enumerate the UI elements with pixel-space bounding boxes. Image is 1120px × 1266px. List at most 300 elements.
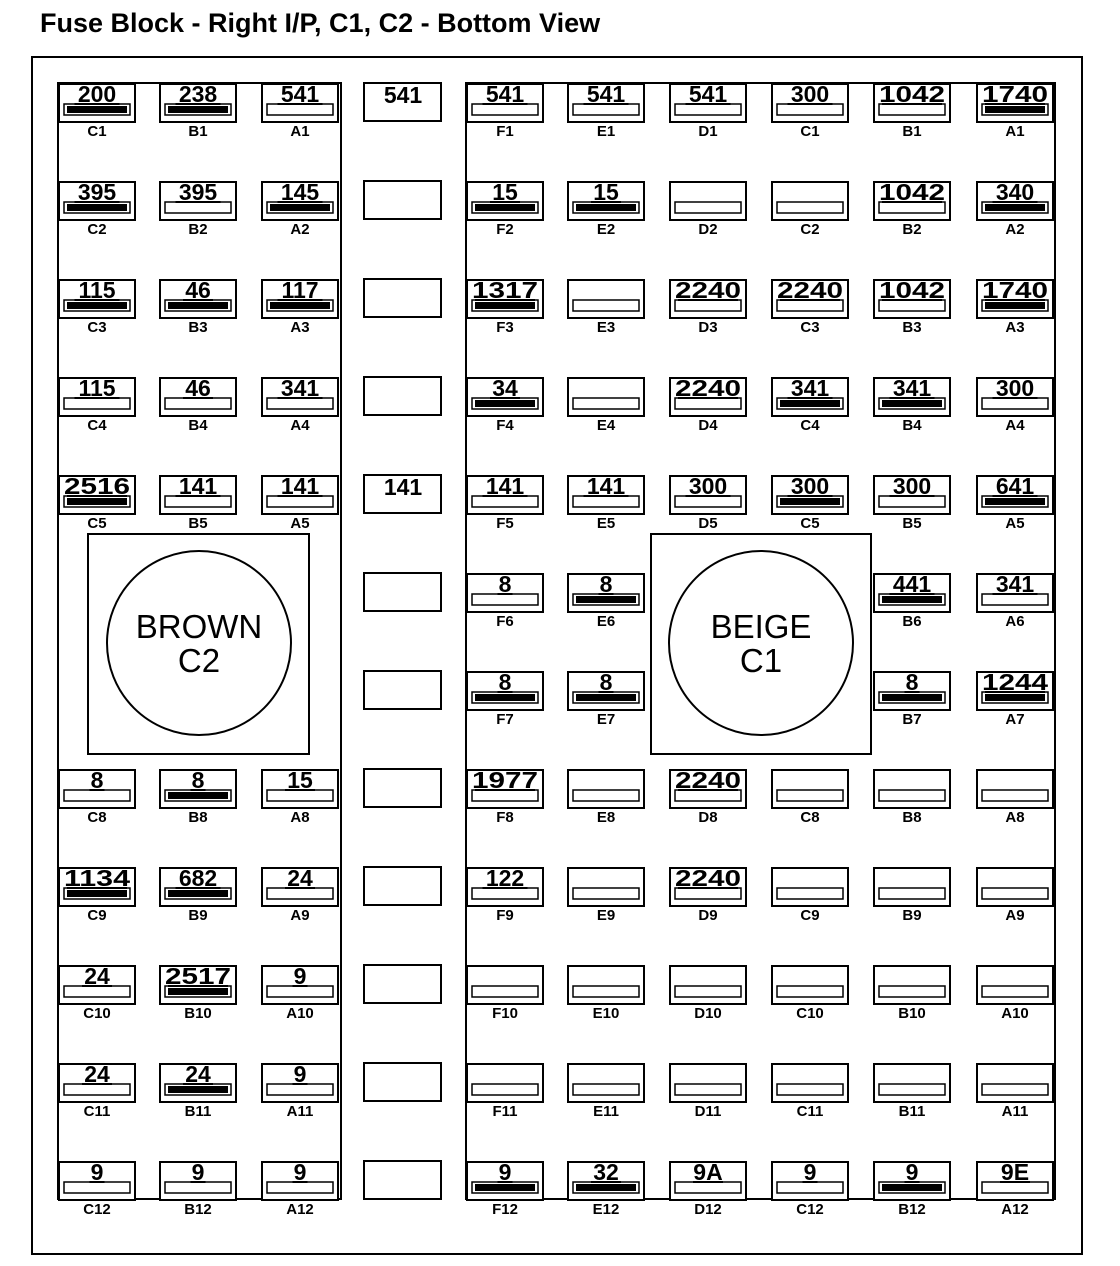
cavity-c1-F10 (467, 966, 543, 1022)
cavity-label: A11 (286, 1103, 314, 1120)
cavity-c1-F12 (467, 1159, 543, 1218)
circuit-number: 2517 (165, 963, 231, 989)
cavity-c1-D5 (670, 473, 746, 532)
cavity-label: B10 (898, 1005, 926, 1022)
cavity-label: D9 (698, 907, 718, 924)
occupied-terminal (576, 694, 636, 701)
occupied-terminal (985, 302, 1045, 309)
terminal-slot (777, 986, 843, 997)
cavity-outline (772, 966, 848, 1004)
cavity-c1-A8 (977, 770, 1053, 826)
occupied-terminal (985, 106, 1045, 113)
cavity-label: D12 (694, 1201, 722, 1218)
middle-slot-outline (364, 1063, 441, 1101)
middle-slot-outline (364, 965, 441, 1003)
cavity-label: C4 (800, 417, 820, 434)
cavity-label: F11 (492, 1103, 518, 1120)
circuit-number: 15 (287, 767, 313, 793)
cavity-label: F3 (496, 319, 514, 336)
occupied-terminal (475, 1184, 535, 1191)
cavity-c1-C9 (772, 868, 848, 924)
circuit-number: 15 (593, 179, 619, 205)
cavity-outline (874, 770, 950, 808)
circuit-number: 200 (77, 81, 117, 107)
cavity-c1-D2 (670, 182, 746, 238)
cavity-c1-E6 (568, 571, 644, 630)
cavity-c2-C11 (59, 1061, 135, 1120)
circuit-number: 46 (185, 277, 211, 303)
terminal-slot (879, 986, 945, 997)
cavity-c1-E8 (568, 770, 644, 826)
cavity-c1-B2 (874, 179, 950, 238)
middle-slot-4 (364, 377, 441, 415)
cavity-c1-E5 (568, 473, 644, 532)
cavity-c1-C5 (772, 473, 848, 532)
middle-slot-1 (364, 82, 441, 121)
cavity-label: D5 (698, 515, 718, 532)
occupied-terminal (475, 400, 535, 407)
cavity-c1-F3 (467, 277, 543, 336)
cavity-label: E3 (596, 319, 616, 336)
middle-slot-8 (364, 769, 441, 807)
terminal-slot (777, 202, 843, 213)
occupied-terminal (882, 400, 942, 407)
cavity-label: A2 (290, 221, 310, 238)
cavity-c1-F11 (467, 1064, 543, 1120)
cavity-label: A10 (1001, 1005, 1029, 1022)
cavity-label: F9 (496, 907, 514, 924)
cavity-label: C3 (800, 319, 820, 336)
cavity-label: E6 (596, 613, 616, 630)
circuit-number: 8 (498, 571, 512, 597)
circuit-number: 9 (905, 1159, 919, 1185)
circuit-number: 34 (492, 375, 518, 401)
cavity-label: C4 (87, 417, 107, 434)
circuit-number: 300 (790, 81, 830, 107)
terminal-slot (573, 300, 639, 311)
cavity-label: C5 (87, 515, 107, 532)
cavity-label: C1 (87, 123, 107, 140)
middle-slot-outline (364, 181, 441, 219)
occupied-terminal (168, 792, 228, 799)
brown-c2-color-label: BROWN (135, 608, 263, 645)
circuit-number: 24 (84, 963, 110, 989)
circuit-number: 9 (498, 1159, 512, 1185)
cavity-c2-A11 (262, 1061, 338, 1120)
terminal-slot (675, 1084, 741, 1095)
cavity-c2-C2 (59, 179, 135, 238)
circuit-number: 2240 (675, 865, 741, 891)
cavity-label: E5 (596, 515, 616, 532)
occupied-terminal (576, 596, 636, 603)
occupied-terminal (67, 204, 127, 211)
terminal-slot (879, 790, 945, 801)
cavity-label: E7 (596, 711, 616, 728)
cavity-label: E2 (596, 221, 616, 238)
middle-slot-3 (364, 279, 441, 317)
cavity-outline (977, 966, 1053, 1004)
cavity-label: B2 (188, 221, 208, 238)
circuit-number: 1042 (879, 81, 945, 107)
terminal-slot (777, 888, 843, 899)
cavity-c2-C10 (59, 963, 135, 1022)
cavity-c1-B4 (874, 375, 950, 434)
cavity-label: A4 (1005, 417, 1025, 434)
middle-slot-outline (364, 573, 441, 611)
occupied-terminal (985, 204, 1045, 211)
cavity-label: B12 (184, 1201, 212, 1218)
occupied-terminal (67, 890, 127, 897)
cavity-c2-C4 (59, 375, 135, 434)
circuit-number: 1042 (879, 277, 945, 303)
circuit-number: 341 (892, 375, 932, 401)
terminal-slot (573, 398, 639, 409)
cavity-c2-B3 (160, 277, 236, 336)
occupied-terminal (882, 1184, 942, 1191)
cavity-label: D2 (698, 221, 718, 238)
cavity-label: B4 (902, 417, 922, 434)
cavity-outline (568, 378, 644, 416)
cavity-label: A12 (286, 1201, 314, 1218)
cavity-label: B1 (902, 123, 922, 140)
cavity-outline (568, 770, 644, 808)
circuit-number: 145 (280, 179, 320, 205)
cavity-label: D4 (698, 417, 718, 434)
circuit-number: 341 (790, 375, 830, 401)
cavity-label: B11 (898, 1103, 926, 1120)
cavity-label: E9 (596, 907, 616, 924)
cavity-c1-B3 (874, 277, 950, 336)
occupied-terminal (882, 694, 942, 701)
terminal-slot (573, 790, 639, 801)
occupied-terminal (67, 498, 127, 505)
circuit-number: 8 (498, 669, 512, 695)
cavity-c1-C12 (772, 1159, 848, 1218)
circuit-number: 8 (90, 767, 104, 793)
cavity-label: A5 (1005, 515, 1025, 532)
cavity-c1-D9 (670, 865, 746, 924)
terminal-slot (777, 1084, 843, 1095)
terminal-slot (675, 202, 741, 213)
circuit-number: 9E (1000, 1159, 1030, 1185)
occupied-terminal (168, 302, 228, 309)
cavity-label: D10 (694, 1005, 722, 1022)
cavity-c1-C10 (772, 966, 848, 1022)
circuit-number: 395 (77, 179, 117, 205)
circuit-number: 9 (293, 1159, 307, 1185)
cavity-c2-A10 (262, 963, 338, 1022)
cavity-outline (670, 1064, 746, 1102)
cavity-c1-B12 (874, 1159, 950, 1218)
cavity-outline (772, 182, 848, 220)
cavity-label: C5 (800, 515, 820, 532)
cavity-c1-F5 (467, 473, 543, 532)
cavity-outline (977, 1064, 1053, 1102)
middle-slot-12 (364, 1161, 441, 1199)
brown-c2-connector-label: C2 (177, 642, 221, 679)
cavity-label: B7 (902, 711, 922, 728)
middle-slot-outline (364, 769, 441, 807)
cavity-c1-C2 (772, 182, 848, 238)
cavity-label: B11 (184, 1103, 212, 1120)
cavity-outline (772, 770, 848, 808)
cavity-c1-D10 (670, 966, 746, 1022)
cavity-c1-F1 (467, 81, 543, 140)
cavity-label: B12 (898, 1201, 926, 1218)
cavity-label: C9 (87, 907, 107, 924)
circuit-number: 1740 (982, 277, 1048, 303)
cavity-c1-A10 (977, 966, 1053, 1022)
cavity-label: D3 (698, 319, 718, 336)
cavity-label: C11 (796, 1103, 824, 1120)
circuit-number: 2240 (675, 375, 741, 401)
occupied-terminal (270, 302, 330, 309)
cavity-label: C10 (83, 1005, 111, 1022)
circuit-number: 541 (688, 81, 728, 107)
occupied-terminal (882, 596, 942, 603)
cavity-c1-A9 (977, 868, 1053, 924)
cavity-label: E11 (593, 1103, 619, 1120)
cavity-label: C12 (83, 1201, 111, 1218)
cavity-outline (568, 1064, 644, 1102)
middle-slot-outline (364, 671, 441, 709)
cavity-outline (772, 1064, 848, 1102)
cavity-label: C2 (800, 221, 820, 238)
cavity-c1-D4 (670, 375, 746, 434)
circuit-number: 1042 (879, 179, 945, 205)
cavity-c1-F6 (467, 571, 543, 630)
cavity-c1-F4 (467, 375, 543, 434)
cavity-c2-A2 (262, 179, 338, 238)
circuit-number: 24 (287, 865, 313, 891)
cavity-outline (772, 868, 848, 906)
cavity-c1-F2 (467, 179, 543, 238)
cavity-c1-A11 (977, 1064, 1053, 1120)
circuit-number: 9 (293, 1061, 307, 1087)
cavity-label: D1 (698, 123, 718, 140)
circuit-number: 395 (178, 179, 218, 205)
cavity-label: A5 (290, 515, 310, 532)
circuit-number: 24 (84, 1061, 110, 1087)
cavity-label: B9 (902, 907, 922, 924)
occupied-terminal (576, 204, 636, 211)
cavity-outline (568, 280, 644, 318)
cavity-label: F10 (492, 1005, 518, 1022)
circuit-number: 9 (90, 1159, 104, 1185)
middle-slot-outline (364, 279, 441, 317)
cavity-c1-A4 (977, 375, 1053, 434)
cavity-label: E8 (596, 809, 616, 826)
cavity-c1-F8 (467, 767, 543, 826)
cavity-c1-E1 (568, 81, 644, 140)
cavity-c2-C12 (59, 1159, 135, 1218)
cavity-label: D11 (694, 1103, 722, 1120)
cavity-label: A9 (290, 907, 310, 924)
middle-slot-5 (364, 474, 441, 513)
cavity-outline (977, 770, 1053, 808)
cavity-label: A3 (1005, 319, 1025, 336)
circuit-number: 682 (178, 865, 218, 891)
cavity-label: A3 (290, 319, 310, 336)
circuit-number: 300 (892, 473, 932, 499)
cavity-c1-D11 (670, 1064, 746, 1120)
cavity-label: F5 (496, 515, 514, 532)
middle-slot-9 (364, 867, 441, 905)
beige-c1-color-label: BEIGE (710, 608, 812, 645)
cavity-c2-A4 (262, 375, 338, 434)
cavity-c2-A8 (262, 767, 338, 826)
circuit-number: 2240 (777, 277, 843, 303)
circuit-number: 115 (78, 375, 116, 401)
circuit-number: 441 (892, 571, 932, 597)
cavity-label: B8 (902, 809, 922, 826)
occupied-terminal (475, 302, 535, 309)
cavity-label: F4 (496, 417, 514, 434)
circuit-number: 8 (191, 767, 205, 793)
occupied-terminal (67, 106, 127, 113)
circuit-number: 300 (790, 473, 830, 499)
cavity-label: A10 (286, 1005, 314, 1022)
middle-slot-outline (364, 1161, 441, 1199)
circuit-number: 300 (995, 375, 1035, 401)
circuit-number: 9 (803, 1159, 817, 1185)
cavity-c2-A1 (262, 81, 338, 140)
beige-c1-connector-key (651, 534, 871, 754)
cavity-c1-D1 (670, 81, 746, 140)
cavity-label: E10 (592, 1005, 620, 1022)
cavity-label: C1 (800, 123, 820, 140)
cavity-c1-E10 (568, 966, 644, 1022)
cavity-c1-B7 (874, 669, 950, 728)
beige-c1-connector-label: C1 (739, 642, 783, 679)
cavity-label: A9 (1005, 907, 1025, 924)
cavity-label: A8 (1005, 809, 1025, 826)
circuit-number: 141 (485, 473, 525, 499)
cavity-label: B6 (902, 613, 922, 630)
cavity-label: A11 (1001, 1103, 1029, 1120)
terminal-slot (982, 790, 1048, 801)
circuit-number: 117 (281, 277, 319, 303)
cavity-c1-A1 (977, 81, 1053, 140)
cavity-label: B10 (184, 1005, 212, 1022)
circuit-number: 115 (78, 277, 116, 303)
cavity-label: C3 (87, 319, 107, 336)
cavity-c1-C4 (772, 375, 848, 434)
circuit-number: 340 (995, 179, 1035, 205)
cavity-label: A2 (1005, 221, 1025, 238)
circuit-number: 8 (599, 669, 613, 695)
circuit-number: 238 (178, 81, 218, 107)
cavity-label: C11 (83, 1103, 111, 1120)
cavity-c2-B11 (160, 1061, 236, 1120)
cavity-c2-B5 (160, 473, 236, 532)
cavity-c2-B8 (160, 767, 236, 826)
cavity-label: E1 (596, 123, 616, 140)
circuit-number: 541 (586, 81, 626, 107)
cavity-label: B4 (188, 417, 208, 434)
cavity-c1-E9 (568, 868, 644, 924)
circuit-number: 2516 (64, 473, 130, 499)
circuit-number: 1244 (982, 669, 1049, 695)
cavity-c1-E3 (568, 280, 644, 336)
cavity-c2-B1 (160, 81, 236, 140)
cavity-outline (874, 1064, 950, 1102)
cavity-c1-A6 (977, 571, 1053, 630)
cavity-c1-B8 (874, 770, 950, 826)
cavity-c2-C8 (59, 767, 135, 826)
occupied-terminal (168, 890, 228, 897)
cavity-label: C2 (87, 221, 107, 238)
cavity-label: C8 (800, 809, 820, 826)
cavity-label: A1 (290, 123, 310, 140)
cavity-label: B9 (188, 907, 208, 924)
cavity-c2-C3 (59, 277, 135, 336)
cavity-c1-B1 (874, 81, 950, 140)
middle-slot-2 (364, 181, 441, 219)
cavity-c1-A3 (977, 277, 1053, 336)
cavity-c1-B5 (874, 473, 950, 532)
cavity-label: A6 (1005, 613, 1025, 630)
cavity-c1-E2 (568, 179, 644, 238)
occupied-terminal (67, 302, 127, 309)
middle-slot-circuit-number: 541 (383, 82, 423, 108)
circuit-number: 641 (995, 473, 1035, 499)
page-title: Fuse Block - Right I/P, C1, C2 - Bottom View (40, 8, 601, 38)
cavity-label: A7 (1005, 711, 1025, 728)
cavity-label: C9 (800, 907, 820, 924)
cavity-c2-C9 (59, 865, 135, 924)
cavity-outline (568, 868, 644, 906)
cavity-c1-D12 (670, 1159, 746, 1218)
terminal-slot (472, 1084, 538, 1095)
cavity-label: B8 (188, 809, 208, 826)
cavity-c1-A7 (977, 669, 1053, 728)
cavity-label: C8 (87, 809, 107, 826)
occupied-terminal (168, 1086, 228, 1093)
cavity-c1-E11 (568, 1064, 644, 1120)
cavity-c2-C1 (59, 81, 135, 140)
circuit-number: 2240 (675, 277, 741, 303)
circuit-number: 9A (693, 1159, 723, 1185)
cavity-label: D8 (698, 809, 718, 826)
cavity-c1-F7 (467, 669, 543, 728)
cavity-c1-A12 (977, 1159, 1053, 1218)
middle-slot-11 (364, 1063, 441, 1101)
cavity-c1-A2 (977, 179, 1053, 238)
middle-slot-7 (364, 671, 441, 709)
brown-c2-connector-key (88, 534, 309, 754)
circuit-number: 1134 (64, 865, 131, 891)
cavity-c1-E4 (568, 378, 644, 434)
cavity-label: F1 (496, 123, 514, 140)
terminal-slot (982, 888, 1048, 899)
occupied-terminal (780, 400, 840, 407)
middle-slot-outline (364, 867, 441, 905)
cavity-label: F12 (492, 1201, 518, 1218)
cavity-c1-F9 (467, 865, 543, 924)
circuit-number: 24 (185, 1061, 211, 1087)
cavity-c1-C8 (772, 770, 848, 826)
circuit-number: 1977 (472, 767, 538, 793)
circuit-number: 9 (293, 963, 307, 989)
cavity-c2-B10 (160, 963, 236, 1022)
circuit-number: 541 (280, 81, 320, 107)
terminal-slot (573, 1084, 639, 1095)
cavity-label: B3 (188, 319, 208, 336)
cavity-c2-B2 (160, 179, 236, 238)
cavity-c1-B11 (874, 1064, 950, 1120)
cavity-label: F2 (496, 221, 514, 238)
